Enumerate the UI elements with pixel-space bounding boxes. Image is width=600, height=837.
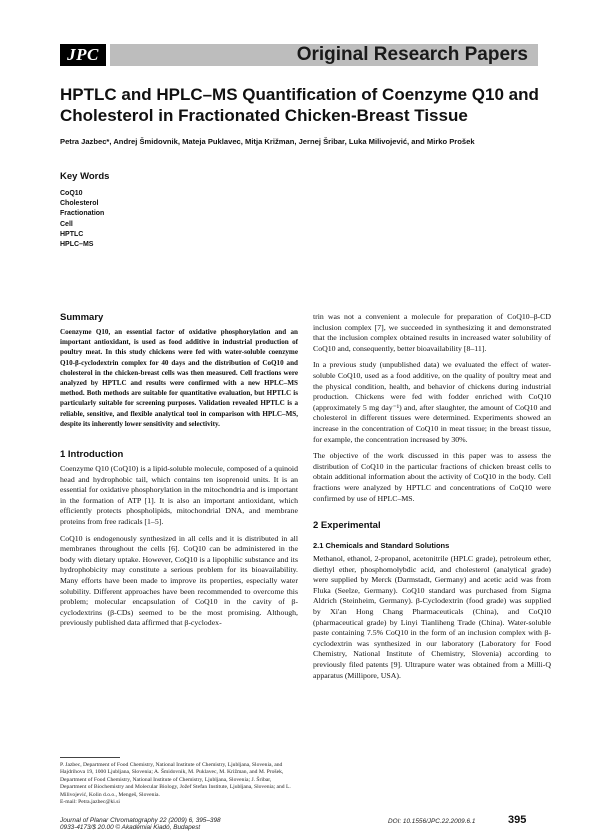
chemicals-subheading: 2.1 Chemicals and Standard Solutions <box>313 541 450 551</box>
keyword-item: CoQ10 <box>60 190 83 197</box>
article-title: HPTLC and HPLC–MS Quantification of Coenzyme Q10 and Cholesterol in Fractionated Chicken-Breast Tissue <box>60 85 539 125</box>
experimental-paragraph-1: Methanol, ethanol, 2-propanol, acetonitrile (HPLC grade), petroleum ether, diethyl ether, phosphomolybdic acid, and cholesterol (analytical grade) were supplied by Merck (Darmstadt, Germany) and acetic acid was from Fluka (Seelze, Germany). CoQ10 standard was purchased from Sigma Aldrich (Steinheim, Germany). β-Cyclodextrin (food grade) was supplied by Xi'an Hong Chang Pharmaceuticals (China), and CoQ10 (pharmaceutical grade) by Linyi Tianliheng Trade (China). Water-soluble paste containing 7.5% CoQ10 in the form of an inclusion complex with β-cyclodextrin was synthesized in our laboratory (Laboratory for Food Chemistry, National Institute of Chemistry, Slovenia) according to previously filed patents [9]. Ultrapure water was obtained from a Milli-Q apparatus (Millipore, USA). <box>313 554 551 680</box>
page-number: 395 <box>508 814 527 826</box>
right-column <box>313 312 551 687</box>
keyword-item: Cholesterol <box>60 200 99 208</box>
section-title: Original Research Papers <box>296 44 528 65</box>
summary-heading: Summary <box>60 312 104 323</box>
keywords-list <box>60 189 104 250</box>
introduction-paragraph-1: Coenzyme Q10 (CoQ10) is a lipid-soluble molecule, composed of a quinoid head and hydrophobic tail, which contains ten isoprenoid units. It is an essential for oxidative phosphorylation in the mitochondria and is important in the formation of ATP [1]. It is also an important antioxidant, which efficiently protects phospholipids, mitochondrial DNA, and membrane proteins from free radicals [1–5]. <box>60 464 298 526</box>
introduction-paragraph-3: trin was not a convenient a molecule for preparation of CoQ10–β-CD inclusion complex [7], we succeeded in synthesizing it and demonstrated that the inclusion complex obtained results in increased water solubility of CoQ10 and, consequently, better bioavailability [8–11]. <box>313 312 551 353</box>
introduction-heading: 1 Introduction <box>60 449 124 461</box>
keyword-item: HPLC–MS <box>60 241 94 249</box>
author-list: Petra Jazbec*, Andrej Šmidovnik, Mateja Puklavec, Mitja Križman, Jernej Šribar, Luka Milivojević, and Mirko Prošek <box>60 137 475 146</box>
section-banner <box>110 44 538 66</box>
keywords-heading: Key Words <box>60 171 110 182</box>
keyword-item: HPTLC <box>60 230 84 238</box>
experimental-heading: 2 Experimental <box>313 520 381 532</box>
issn-copyright: 0933-4173/$ 20.00 © Akadémiai Kiadó, Budapest <box>60 824 201 832</box>
footnote-divider <box>60 757 120 758</box>
keyword-item: Fractionation <box>60 210 105 218</box>
author-affiliations-footnote: P. Jazbec, Department of Food Chemistry, National Institute of Chemistry, Ljubljana, Slovenia, and Hajdrihova 19, 1000 Ljubljana, Slovenia; A. Šmidovnik, M. Puklavec, M. Križman, and M. Prošek, Department of Food Chemistry, National Institute of Chemistry, Ljubljana, Slovenia; J. Šribar, Department of Biochemistry and Molecular Biology, Jožef Stefan Institute, Ljubljana, Slovenia; and L. Milivojević, Kolin d.o.o., Mengeš, Slovenia. E-mail: Petra.jazbec@ki.si <box>60 762 291 806</box>
introduction-paragraph-4: In a previous study (unpublished data) we evaluated the effect of water-soluble CoQ10, used as a food additive, on the quality of poultry meat and the physical condition, health, and behavior of chickens during industrial production. Chickens were fed with fodder enriched with CoQ10 (approximately 5 mg day⁻¹) and, after slaughter, the amount of CoQ10 and cholesterol in different tissues were determined. Experiments showed an increase in the concentration of CoQ10 in meat tissue; in the breast tissue, for example, the concentration increased by 30%. <box>313 360 551 444</box>
left-column <box>60 312 298 635</box>
introduction-paragraph-5: The objective of the work discussed in this paper was to assess the distribution of CoQ10 in the particular fractions of chicken breast cells to obtain additional information about the activity of CoQ10 in the body. Cell fractions were analyzed by HPTLC and concentrations of CoQ10 were confirmed by use of HPLC–MS. <box>313 451 551 503</box>
journal-logo: JPC <box>60 44 106 66</box>
summary-text: Coenzyme Q10, an essential factor of oxidative phosphorylation and an important antioxidant, is used as food additive in industrial production of poultry meat. In this study chickens were fed with water-soluble coenzyme Q10-β-cyclodextrin complex for 40 days and the distribution of CoQ10 and cholesterol in the chicken-breast cells was then measured. Cell fractions were analyzed by HPTLC and results were confirmed with a new HPLC–MS method. Both methods are suitable for quantitative evaluation, but HPTLC is particularly suitable for screening purposes. Validation revealed HPTLC is a reliable, sensitive, and flexible analytical tool in comparison with HPLC–MS, despite its inherently lower sensitivity and selectivity. <box>60 328 298 428</box>
doi: DOI: 10.1556/JPC.22.2009.6.1 <box>388 818 476 825</box>
journal-citation <box>60 817 221 832</box>
keyword-item: Cell <box>60 220 73 228</box>
journal-reference: Journal of Planar Chromatography 22 (2009) 6, 395–398 <box>60 817 221 824</box>
introduction-paragraph-2: CoQ10 is endogenously synthesized in all cells and it is distributed in all membranes throughout the cells [6]. CoQ10 can be administered in the body with dietary uptake. However, CoQ10 is a lipophilic substance and its hydrophobicity may constitute a serious problem for its bioavailability. Many efforts have been made to improve its properties, especially water solubility. Different approaches have been recommended to overcome this problem; molecular encapsulation of CoQ10 in the cavity of β-cyclodextrins (β-CDs) seemed to be the most promising. Although, previously published data affirmed that β-cyclodex- <box>60 533 298 628</box>
